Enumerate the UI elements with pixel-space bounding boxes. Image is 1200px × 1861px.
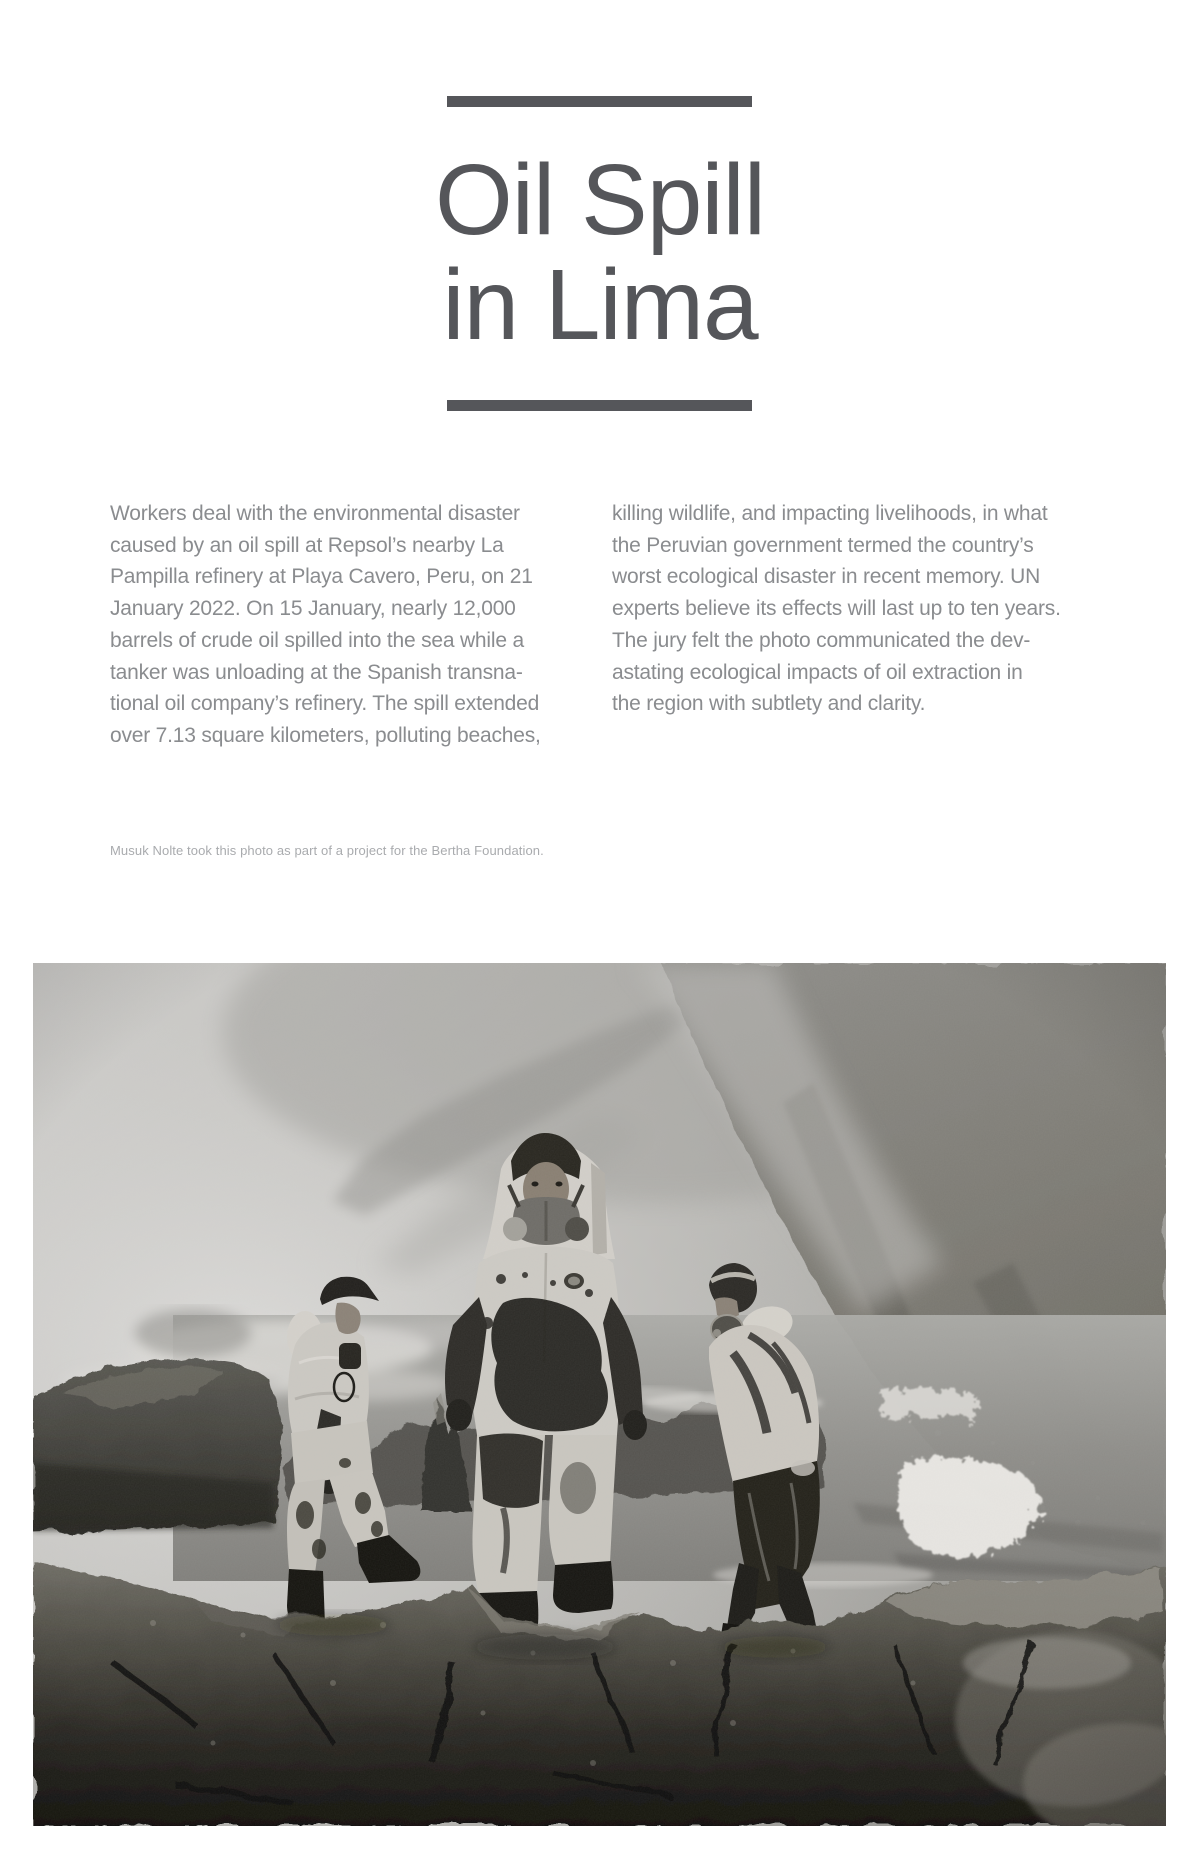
- body-text-line: the Peruvian government termed the country’s: [612, 533, 1034, 557]
- body-text-line: tanker was unloading at the Spanish transna-: [110, 660, 523, 684]
- body-text-line: experts believe its effects will last up to ten years.: [612, 597, 1061, 621]
- page-title-line2: in Lima: [442, 249, 758, 361]
- article-body: [110, 498, 1082, 752]
- photo-frame: [33, 963, 1166, 1826]
- page-title-line1: Oil Spill: [435, 144, 765, 256]
- article-left-column: [110, 498, 580, 752]
- body-text-line: worst ecological disaster in recent memory. UN: [612, 565, 1041, 589]
- photo-credit: Musuk Nolte took this photo as part of a project for the Bertha Foundation.: [110, 843, 544, 858]
- body-text-line: barrels of crude oil spilled into the sea while a: [110, 628, 524, 652]
- top-rule: [447, 96, 752, 107]
- article-right-column: [612, 498, 1082, 752]
- oil-spill-photo: [33, 963, 1166, 1826]
- body-text-line: The jury felt the photo communicated the dev-: [612, 628, 1031, 652]
- body-text-line: astating ecological impacts of oil extraction in: [612, 660, 1023, 684]
- body-text-line: caused by an oil spill at Repsol’s nearby La: [110, 533, 504, 557]
- bottom-rule: [447, 400, 752, 411]
- body-text-line: January 2022. On 15 January, nearly 12,000: [110, 597, 516, 621]
- body-text-line: Workers deal with the environmental disaster: [110, 502, 520, 525]
- page-title: [0, 144, 1200, 361]
- body-text-line: over 7.13 square kilometers, polluting beaches,: [110, 723, 541, 747]
- body-text-line: killing wildlife, and impacting livelihoods, in what: [612, 502, 1048, 525]
- body-text-line: Pampilla refinery at Playa Cavero, Peru, on 21: [110, 565, 533, 589]
- body-text-line: tional oil company’s refinery. The spill extended: [110, 692, 540, 716]
- body-text-line: the region with subtlety and clarity.: [612, 692, 926, 716]
- vignette: [33, 963, 1166, 1826]
